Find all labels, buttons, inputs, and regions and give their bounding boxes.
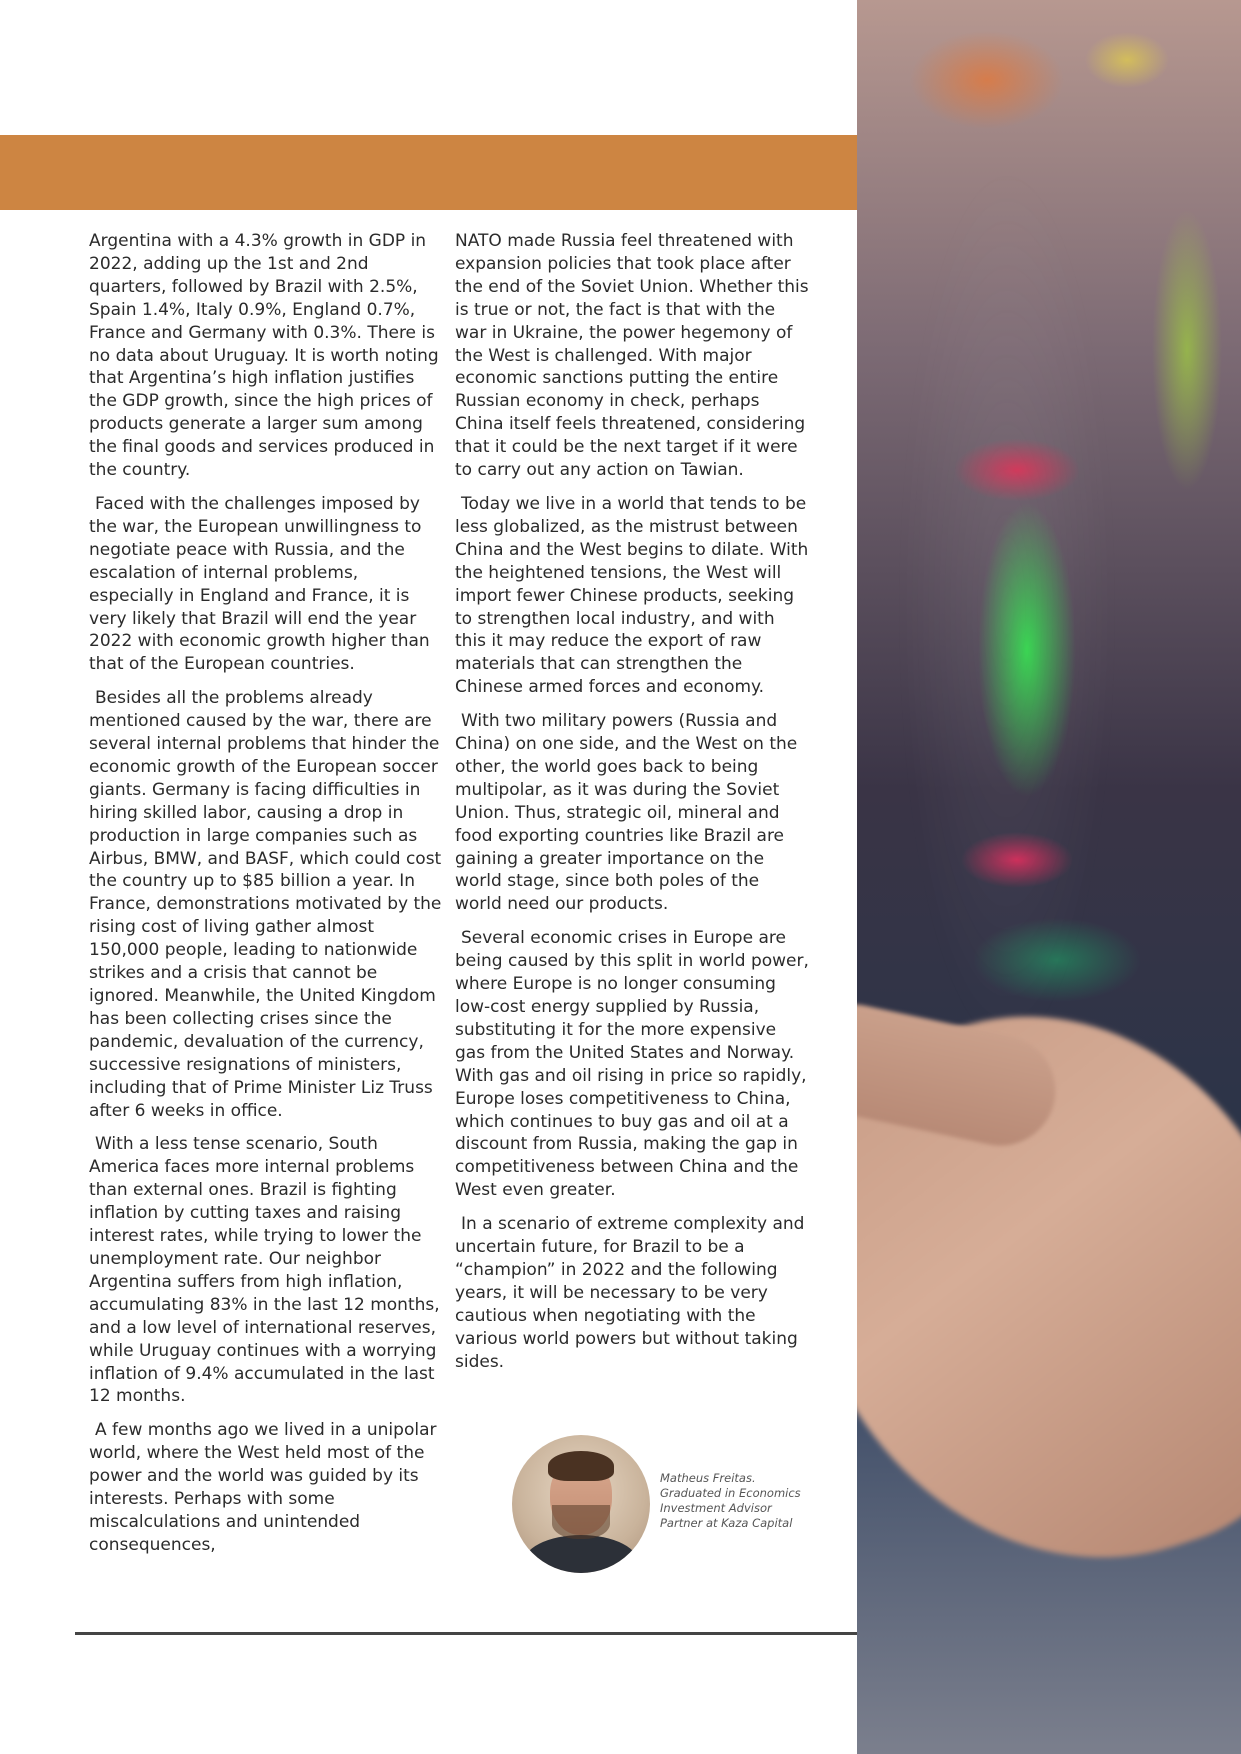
author-degree: Graduated in Economics [660,1486,801,1500]
avatar-hair [548,1451,614,1481]
avatar-beard [552,1505,610,1539]
author-role: Investment Advisor [660,1501,772,1515]
author-company: Partner at Kaza Capital [660,1516,793,1530]
author-caption [660,1471,840,1531]
paragraph: With two military powers (Russia and China) on one side, and the West on the other, the world goes back to being multipolar, as it was during the Soviet Union. Thus, strategic oil, mineral and food exporting countries like Brazil are gaining a greater importance on the world stage, since both poles of the world need our products. [455,711,798,915]
paragraph: Argentina with a 4.3% growth in GDP in 2022, adding up the 1st and 2nd quarters, followed by Brazil with 2.5%, Spain 1.4%, Italy 0.9%, England 0.7%, France and Germany with 0.3%. There is no data about Uruguay. It is worth noting that Argentina’s high inflation justifies the GDP growth, since the high prices of products generate a larger sum among the final goods and services produced in the country. [89,231,439,481]
paragraph: With a less tense scenario, South America faces more internal problems than external ones. Brazil is fighting inflation by cutting taxes and raising interest rates, while trying to lower the unemployment rate. Our neighbor Argentina suffers from high inflation, accumulating 83% in the last 12 months, and a low level of international reserves, while Uruguay continues with a worrying inflation of 9.4% accumulated in the last 12 months. [89,1134,440,1407]
article-column-left [89,230,445,1568]
screen-glow [897,160,1117,1060]
avatar-body [522,1535,640,1573]
paragraph: Today we live in a world that tends to be less globalized, as the mistrust between China and the West begins to dilate. With the heightened tensions, the West will import fewer Chinese products, seeking to strengthen local industry, and with this it may reduce the export of raw materials that can strengthen the Chinese armed forces and economy. [455,493,809,698]
paragraph: Besides all the problems already mentioned caused by the war, there are several internal problems that hinder the economic growth of the European soccer giants. Germany is facing difficulties in hiring skilled labor, causing a drop in production in large companies such as Airbus, BMW, and BASF, which could cost the country up to $85 billion a year. In France, demonstrations motivated by the rising cost of living gather almost 150,000 people, leading to nationwide strikes and a crisis that cannot be ignored. Meanwhile, the United Kingdom has been collecting crises since the pandemic, devaluation of the currency, successive resignations of ministers, including that of Prime Minister Liz Truss after 6 weeks in office. [89,688,442,1121]
author-block [512,1435,832,1575]
paragraph: A few months ago we lived in a unipolar world, where the West held most of the power and the world was guided by its interests. Perhaps with some miscalculations and unintended consequences, [89,1420,437,1555]
article-column-right [455,230,811,1385]
paragraph: Faced with the challenges imposed by the war, the European unwillingness to negotiate peace with Russia, and the escalation of internal problems, especially in England and France, it is very likely that Brazil will end the year 2022 with economic growth higher than that of the European countries. [89,493,430,675]
footer-divider [75,1632,857,1635]
author-avatar [512,1435,650,1573]
paragraph: In a scenario of extreme complexity and uncertain future, for Brazil to be a “champion” in 2022 and the following years, it will be necessary to be very cautious when negotiating with the various world powers but without taking sides. [455,1214,805,1372]
header-color-band [0,135,857,210]
stock-market-photo [857,0,1241,1754]
paragraph: NATO made Russia feel threatened with expansion policies that took place after the end of the Soviet Union. Whether this is true or not, the fact is that with the war in Ukraine, the power hegemony of the West is challenged. With major economic sanctions putting the entire Russian economy in check, perhaps China itself feels threatened, considering that it could be the next target if it were to carry out any action on Tawian. [455,231,809,481]
paragraph: Several economic crises in Europe are being caused by this split in world power, where Europe is no longer consuming low-cost energy supplied by Russia, substituting it for the more expensive gas from the United States and Norway. With gas and oil rising in price so rapidly, Europe loses competitiveness to China, which continues to buy gas and oil at a discount from Russia, making the gap in competitiveness between China and the West even greater. [455,928,809,1201]
author-name: Matheus Freitas. [660,1471,756,1485]
